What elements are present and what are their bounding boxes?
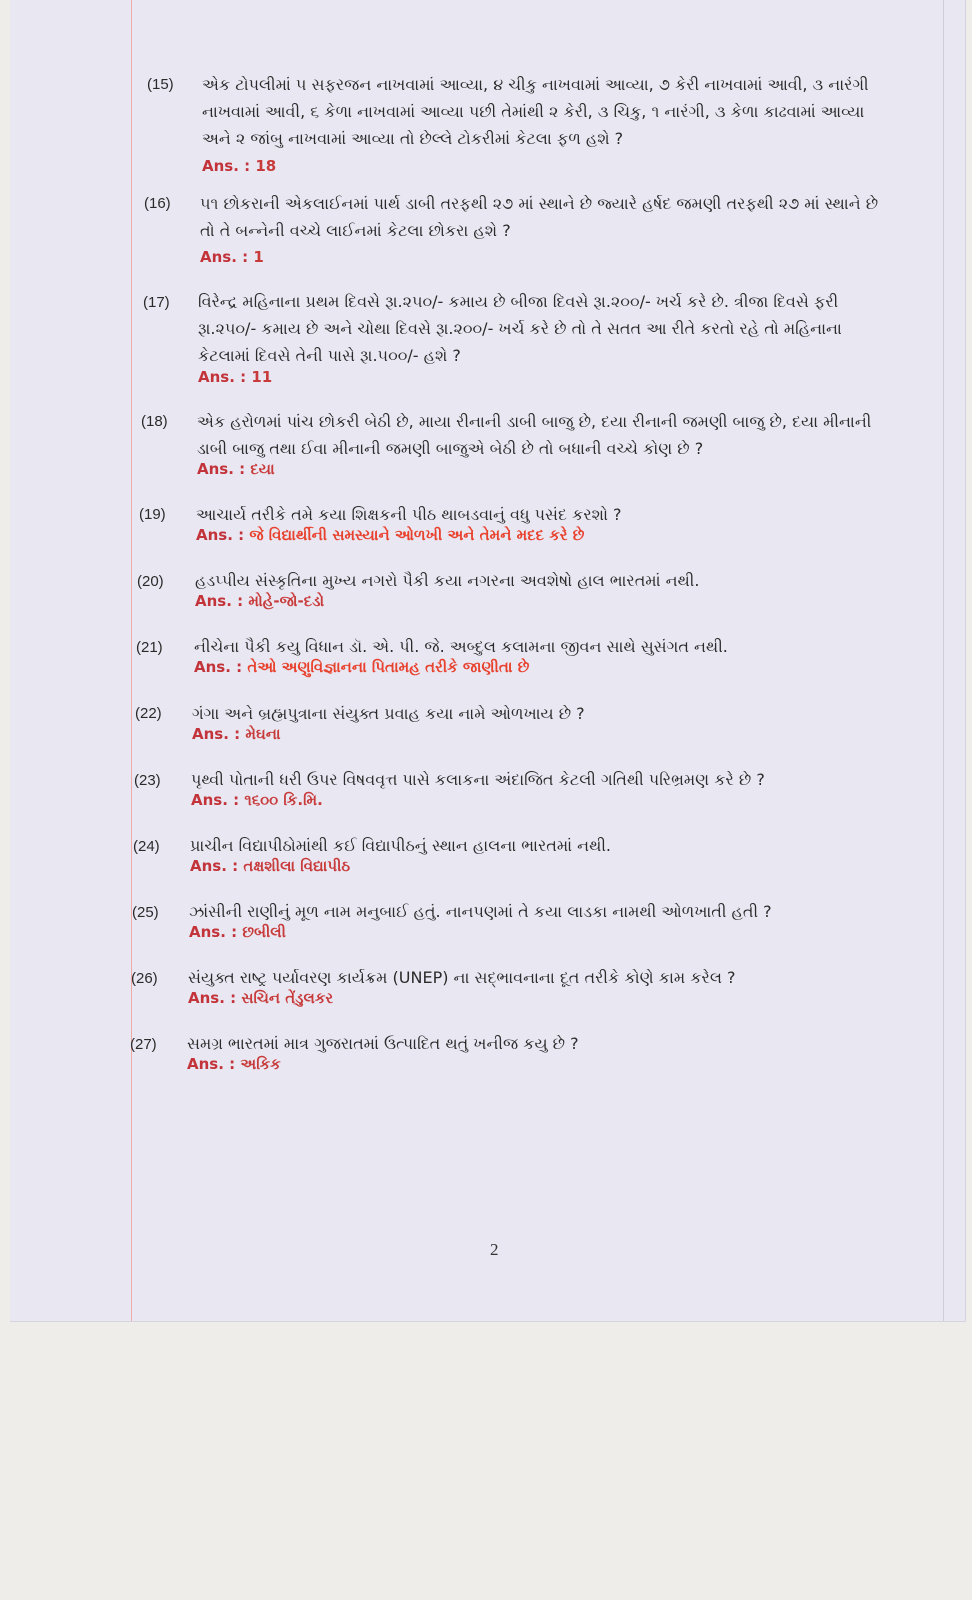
question-number: (18) [141, 413, 168, 430]
answer-label: Ans. : [188, 989, 237, 1007]
question-text: વિરેન્દ્ર મહિનાના પ્રથમ દિવસે રૂા.૨૫૦/- કમાય છે બીજા દિવસે રૂા.૨૦૦/- ખર્ચ કરે છે. ત્રીજા દિવસે ફરી રૂા.૨૫૦/- કમાય છે અને ચોથા દિવસે રૂા.૨૦૦/- ખર્ચ કરે છે તો તે સતત આ રીતે કરતો રહે તો મહિનાના કેટલામાં દિવસે તેની પાસે રૂા.૫૦૦/- હશે ? [198, 292, 842, 365]
question-text: નીચેના પૈકી કયુ વિધાન ડૉ. એ. પી. જે. અબ્દુલ કલામના જીવન સાથે સુસંગત નથી. [194, 637, 728, 656]
page-number: 2 [490, 1240, 499, 1259]
question-text: ગંગા અને બ્રહ્મપુત્રાના સંયુક્ત પ્રવાહ કયા નામે ઓળખાય છે ? [192, 704, 585, 723]
question-number: (16) [144, 195, 171, 212]
answer [198, 368, 272, 386]
question-text: આચાર્ય તરીકે તમે કયા શિક્ષકની પીઠ થાબડવાનું વધુ પસંદ કરશો ? [196, 505, 622, 524]
question-text: હડપ્પીય સંસ્કૃતિના મુખ્ય નગરો પૈકી કયા નગરના અવશેષો હાલ ભારતમાં નથી. [195, 571, 700, 590]
answer-label: Ans. : [194, 658, 243, 676]
question-text: એક હરોળમાં પાંચ છોકરી બેઠી છે, માયા રીનાની ડાબી બાજુ છે, દયા રીનાની જમણી બાજુ છે, દયા મીનાની ડાબી બાજુ તથા ઈવા મીનાની જમણી બાજુએ બેઠી છે તો બધાની વચ્ચે કોણ છે ? [197, 412, 872, 458]
question-number: (19) [139, 506, 166, 523]
answer-value: ૧૬૦૦ કિ.મિ. [244, 791, 323, 809]
answer [191, 791, 323, 809]
answer-value: 18 [255, 157, 277, 175]
answer-label: Ans. : [187, 1055, 236, 1073]
question-number: (25) [132, 904, 159, 921]
answer-label: Ans. : [196, 526, 245, 544]
answer-value: દયા [250, 460, 275, 478]
answer-label: Ans. : [189, 923, 238, 941]
answer-value: તક્ષશીલા વિદ્યાપીઠ [243, 857, 351, 875]
answer-value: 11 [251, 368, 273, 386]
question-text: પૃથ્વી પોતાની ધરી ઉપર વિષવવૃત્ત પાસે કલાકના અંદાજિત કેટલી ગતિથી પરિભ્રમણ કરે છે ? [191, 770, 765, 789]
answer-value: મોહે-જો-દડો [248, 592, 325, 610]
answer [187, 1055, 281, 1073]
question-number: (27) [130, 1036, 157, 1053]
answer [188, 989, 333, 1007]
answer-label: Ans. : [197, 460, 246, 478]
page-fold-line [943, 0, 944, 1321]
question-text: સંયુક્ત રાષ્ટ્ર પર્યાવરણ કાર્યક્રમ (UNEP) ના સદ્ભાવનાના દૂત તરીકે કોણે કામ કરેલ ? [188, 968, 736, 987]
question-text: ઝાંસીની રાણીનું મૂળ નામ મનુબાઈ હતું. નાનપણમાં તે કયા લાડકા નામથી ઓળખાતી હતી ? [189, 902, 772, 921]
answer-value: અકિક [240, 1055, 281, 1073]
question-number: (26) [131, 970, 158, 987]
answer [195, 592, 324, 610]
answer-value: તેઓ અણુવિજ્ઞાનના પિતામહ તરીકે જાણીતા છે [247, 658, 530, 676]
answer-value: 1 [253, 248, 264, 266]
answer [190, 857, 350, 875]
answer-label: Ans. : [192, 725, 241, 743]
answer-label: Ans. : [191, 791, 240, 809]
answer [192, 725, 281, 743]
answer [189, 923, 286, 941]
question-number: (23) [134, 772, 161, 789]
question-text: ૫૧ છોકરાની એકલાઈનમાં પાર્થ ડાબી તરફથી ૨૭ માં સ્થાને છે જ્યારે હર્ષદ જમણી તરફથી ૨૭ માં સ્થાને છે તો તે બન્નેની વચ્ચે લાઈનમાં કેટલા છોકરા હશે ? [200, 194, 879, 240]
answer [202, 157, 276, 175]
answer-value: સચિન તેંડુલકર [241, 989, 334, 1007]
answer-value: મેઘના [245, 725, 281, 743]
question-number: (22) [135, 705, 162, 722]
question-number: (20) [137, 573, 164, 590]
question-number: (21) [136, 639, 163, 656]
question-number: (17) [143, 294, 170, 311]
answer-label: Ans. : [198, 368, 247, 386]
scanned-page [10, 0, 966, 1322]
question-number: (15) [147, 76, 174, 93]
answer-value: જે વિદ્યાર્થીની સમસ્યાને ઓળખી અને તેમને મદદ કરે છે [249, 526, 585, 544]
question-text: પ્રાચીન વિદ્યાપીઠોમાંથી કઈ વિદ્યાપીઠનું સ્થાન હાલના ભારતમાં નથી. [190, 836, 612, 855]
answer-value: છબીલી [242, 923, 286, 941]
answer-label: Ans. : [195, 592, 244, 610]
answer-label: Ans. : [200, 248, 249, 266]
answer [200, 248, 264, 266]
question-text: સમગ્ર ભારતમાં માત્ર ગુજરાતમાં ઉત્પાદિત થતું ખનીજ કયુ છે ? [187, 1034, 579, 1053]
question-number: (24) [133, 838, 160, 855]
answer-label: Ans. : [190, 857, 239, 875]
answer [197, 460, 275, 478]
answer [194, 658, 529, 676]
answer [196, 526, 584, 544]
margin-line [131, 0, 132, 1321]
answer-label: Ans. : [202, 157, 251, 175]
question-text: એક ટોપલીમાં ૫ સફરજન નાખવામાં આવ્યા, ૪ ચીકુ નાખવામાં આવ્યા, ૭ કેરી નાખવામાં આવી, ૩ નારંગી નાખવામાં આવી, ૬ કેળા નાખવામાં આવ્યા પછી તેમાંથી ૨ કેરી, ૩ ચિકુ, ૧ નારંગી, ૩ કેળા કાઢવામાં આવ્યા અને ૨ જાંબુ નાખવામાં આવ્યા તો છેલ્લે ટોકરીમાં કેટલા ફળ હશે ? [202, 75, 869, 148]
